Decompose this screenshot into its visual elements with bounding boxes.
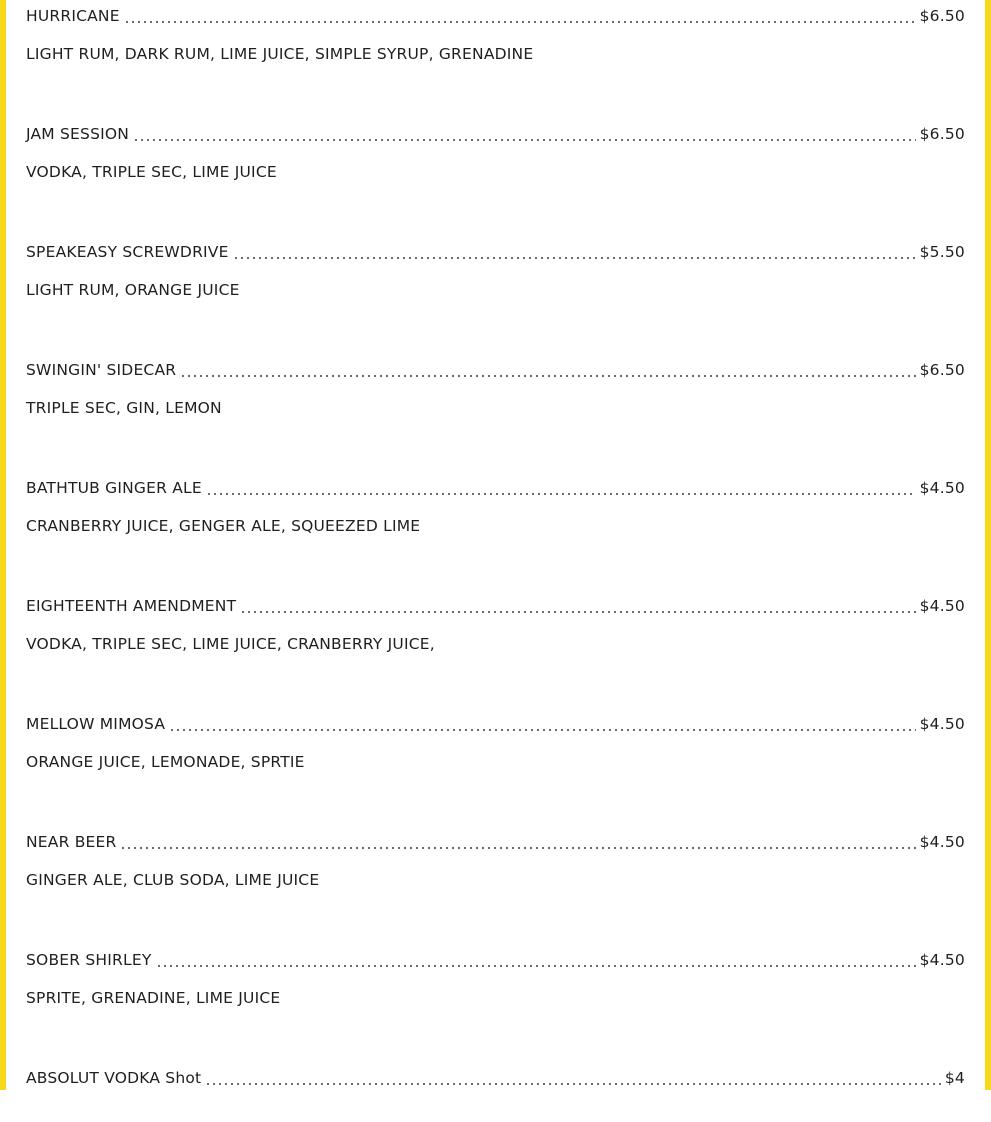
menu-item-name: ABSOLUT VODKA Shot: [26, 1069, 202, 1087]
menu-item: [26, 826, 965, 889]
menu-item-price: $4.50: [919, 715, 965, 733]
menu-item-row: [26, 832, 965, 852]
menu-item-row: [26, 1068, 965, 1088]
menu-item: [26, 944, 965, 1007]
menu-item-row: [26, 124, 965, 144]
menu-item: [26, 0, 965, 63]
menu-item: [26, 118, 965, 181]
menu-item-description: TRIPLE SEC, GIN, LEMON: [26, 399, 222, 417]
menu-item: [26, 354, 965, 417]
dot-leader: [240, 611, 915, 613]
menu-item-name: SWINGIN' SIDECAR: [26, 361, 177, 379]
dot-leader: [133, 139, 916, 141]
dot-leader: [233, 257, 916, 259]
dot-leader: [120, 847, 915, 849]
menu-item-price: $5.50: [919, 243, 965, 261]
menu-item-name: SOBER SHIRLEY: [26, 951, 152, 969]
menu-item-description: VODKA, TRIPLE SEC, LIME JUICE: [26, 163, 277, 181]
dot-leader: [124, 21, 916, 23]
menu-item: [26, 708, 965, 771]
menu-item-price: $4: [944, 1069, 965, 1087]
menu-item-name: SPEAKEASY SCREWDRIVE: [26, 243, 229, 261]
menu-item-row: [26, 478, 965, 498]
menu-item-name: HURRICANE: [26, 7, 120, 25]
dot-leader: [156, 965, 916, 967]
menu-item-row: [26, 596, 965, 616]
menu-item-description: LIGHT RUM, ORANGE JUICE: [26, 281, 240, 299]
menu-item-description: GINGER ALE, CLUB SODA, LIME JUICE: [26, 871, 320, 889]
right-yellow-border: [985, 0, 991, 1090]
menu-item-price: $6.50: [919, 7, 965, 25]
menu-item-row: [26, 714, 965, 734]
dot-leader: [206, 493, 916, 495]
menu-item-name: NEAR BEER: [26, 833, 117, 851]
menu-item-price: $6.50: [919, 125, 965, 143]
menu-item-price: $6.50: [919, 361, 965, 379]
menu-item-row: [26, 242, 965, 262]
menu-item-name: EIGHTEENTH AMENDMENT: [26, 597, 237, 615]
left-yellow-border: [0, 0, 6, 1090]
menu-item-price: $4.50: [919, 833, 965, 851]
menu-item-description: LIGHT RUM, DARK RUM, LIME JUICE, SIMPLE SYRUP, GRENADINE: [26, 45, 534, 63]
menu-item-price: $4.50: [919, 479, 965, 497]
menu-item: [26, 590, 965, 653]
dot-leader: [180, 375, 915, 377]
menu-item-description: CRANBERRY JUICE, GENGER ALE, SQUEEZED LIME: [26, 517, 421, 535]
menu-item-price: $4.50: [919, 597, 965, 615]
menu-item: [26, 1062, 965, 1122]
menu-item-description: VODKA, TRIPLE SEC, LIME JUICE, CRANBERRY JUICE,: [26, 635, 435, 653]
menu-item-row: [26, 360, 965, 380]
menu-item-row: [26, 950, 965, 970]
menu-item-name: JAM SESSION: [26, 125, 130, 143]
menu-item-description: ORANGE JUICE, LEMONADE, SPRTIE: [26, 753, 305, 771]
dot-leader: [169, 729, 915, 731]
menu-item: [26, 472, 965, 535]
menu-item-row: [26, 6, 965, 26]
menu-item: [26, 236, 965, 299]
menu-item-name: BATHTUB GINGER ALE: [26, 479, 202, 497]
menu-item-name: MELLOW MIMOSA: [26, 715, 166, 733]
menu-item-description: SPRITE, GRENADINE, LIME JUICE: [26, 989, 281, 1007]
dot-leader: [205, 1083, 941, 1085]
menu-item-price: $4.50: [919, 951, 965, 969]
